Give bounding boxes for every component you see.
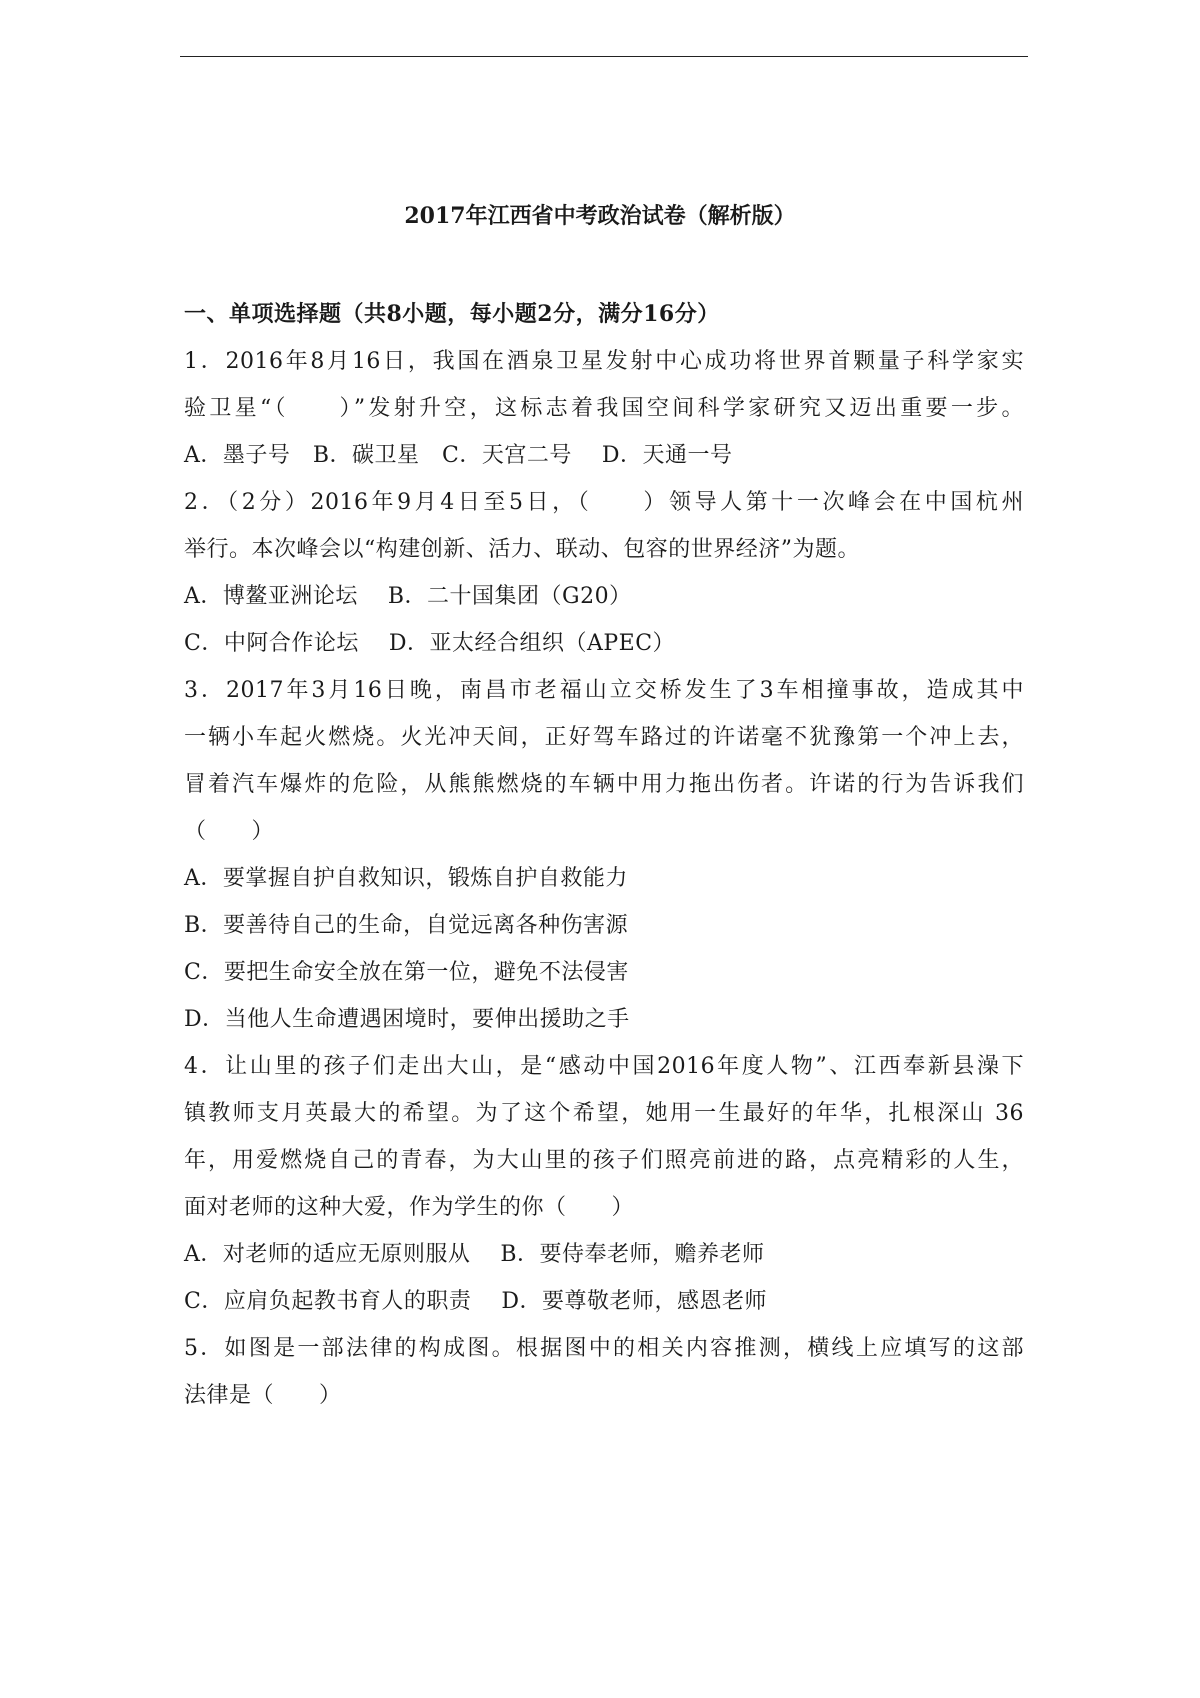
document-title: 2017年江西省中考政治试卷（解析版） bbox=[404, 203, 796, 229]
question-3-line-3: 冒着汽车爆炸的危险，从熊熊燃烧的车辆中用力拖出伤者。许诺的行为告诉我们 bbox=[184, 772, 1024, 797]
question-3-line-2: 一辆小车起火燃烧。火光冲天间，正好驾车路过的许诺毫不犹豫第一个冲上去， bbox=[184, 725, 1024, 750]
document-body bbox=[184, 291, 1024, 1419]
question-4-line-3: 年，用爱燃烧自己的青春，为大山里的孩子们照亮前进的路，点亮精彩的人生， bbox=[184, 1148, 1024, 1173]
question-3-blank: （ ） bbox=[184, 819, 275, 844]
question-3-option-c: C．要把生命安全放在第一位，避免不法侵害 bbox=[184, 960, 629, 985]
question-2-line-1: 2．（2分）2016年9月4日至5日，（ ）领导人第十一次峰会在中国杭州 bbox=[184, 490, 1024, 515]
question-1-options: A．墨子号 B．碳卫星 C．天宫二号 D．天通一号 bbox=[184, 443, 733, 468]
question-2-line-2: 举行。本次峰会以“构建创新、活力、联动、包容的世界经济”为题。 bbox=[184, 537, 860, 562]
question-5-line-1: 5．如图是一部法律的构成图。根据图中的相关内容推测，横线上应填写的这部 bbox=[184, 1336, 1024, 1361]
question-2-options-cd: C．中阿合作论坛 D．亚太经合组织（APEC） bbox=[184, 631, 676, 656]
question-4-options-cd: C．应肩负起教书育人的职责 D．要尊敬老师，感恩老师 bbox=[184, 1289, 767, 1314]
question-2-options-ab: A．博鳌亚洲论坛 B．二十国集团（G20） bbox=[184, 584, 632, 609]
question-3-option-d: D．当他人生命遭遇困境时，要伸出援助之手 bbox=[184, 1007, 630, 1032]
question-1-line-2: 验卫星“（ ）”发射升空，这标志着我国空间科学家研究又迈出重要一步。 bbox=[184, 396, 1024, 421]
question-4-line-4: 面对老师的这种大爱，作为学生的你（ ） bbox=[184, 1195, 635, 1220]
question-1-line-1: 1．2016年8月16日，我国在酒泉卫星发射中心成功将世界首颗量子科学家实 bbox=[184, 349, 1024, 374]
question-4-line-1: 4．让山里的孩子们走出大山，是“感动中国2016年度人物”、江西奉新县澡下 bbox=[184, 1054, 1024, 1079]
header-rule bbox=[180, 56, 1028, 57]
question-3-line-1: 3．2017年3月16日晚，南昌市老福山立交桥发生了3车相撞事故，造成其中 bbox=[184, 678, 1024, 703]
question-4-options-ab: A．对老师的适应无原则服从 B．要侍奉老师，赡养老师 bbox=[184, 1242, 765, 1267]
section-heading: 一、单项选择题（共8小题，每小题2分，满分16分） bbox=[184, 301, 720, 327]
question-3-option-b: B．要善待自己的生命，自觉远离各种伤害源 bbox=[184, 913, 629, 938]
question-3-option-a: A．要掌握自护自救知识，锻炼自护自救能力 bbox=[184, 866, 628, 891]
question-4-line-2: 镇教师支月英最大的希望。为了这个希望，她用一生最好的年华，扎根深山 36 bbox=[184, 1101, 1024, 1126]
question-5-line-2: 法律是（ ） bbox=[184, 1383, 342, 1408]
